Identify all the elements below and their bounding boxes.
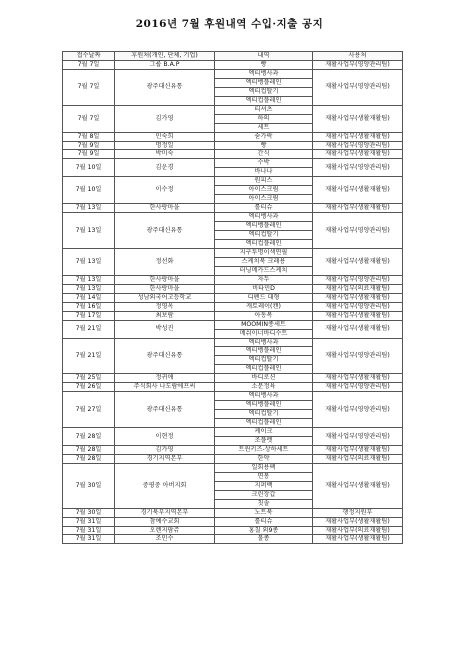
- cell-item: 간식: [215, 150, 313, 159]
- cell-item: 엑티컵플레인: [215, 96, 313, 105]
- cell-item: 케이크: [215, 428, 313, 437]
- table-row: [63, 69, 403, 78]
- cell-use: 재활사업부(영양관리팀): [313, 428, 403, 446]
- cell-donor: 중평중 아버지회: [115, 463, 215, 508]
- cell-use: 재활사업부(생활재활팀): [313, 445, 403, 454]
- table-row: [63, 311, 403, 320]
- column-header-use: 사용처: [313, 52, 403, 61]
- cell-item: 조플렛: [215, 436, 313, 445]
- cell-item: 디펜드 대형: [215, 293, 313, 302]
- cell-use: 재활사업부(생활재활팀): [313, 374, 403, 383]
- column-header-donor: 후원처(개인, 단체, 기업): [115, 52, 215, 61]
- cell-item: 엑티컵플레인: [215, 365, 313, 374]
- cell-item: 엑티벵플레인: [215, 401, 313, 410]
- cell-item: 메쉬이너바디수트: [215, 329, 313, 338]
- cell-item: 하의: [215, 114, 313, 123]
- donation-table: [62, 51, 403, 544]
- cell-donor: 민숙희: [115, 132, 215, 141]
- cell-item: 엑티컵딸기: [215, 231, 313, 240]
- table-body: [63, 60, 403, 543]
- cell-donor: 한사랑마을: [115, 275, 215, 284]
- cell-item: 엑티벵사과: [215, 392, 313, 401]
- cell-use: 재활사업부(생활재활팀): [313, 132, 403, 141]
- cell-use: 재활사업부(생활재활팀): [313, 177, 403, 204]
- cell-item: 소분정육: [215, 383, 313, 392]
- cell-use: 재활사업부(영양관리팀): [313, 392, 403, 428]
- cell-date: 7월 8일: [63, 132, 115, 141]
- cell-item: 엑티컵플레인: [215, 240, 313, 249]
- cell-use: 재활사업부(영양관리팀): [313, 213, 403, 249]
- cell-item: 빵: [215, 141, 313, 150]
- cell-item: 스케치북 크레용: [215, 257, 313, 266]
- cell-item: 엑티벵플레인: [215, 78, 313, 87]
- cell-date: 7월 31일: [63, 535, 115, 544]
- cell-donor: 주식회사 나도람에프씨: [115, 383, 215, 392]
- cell-use: 재활사업부(생활재활팀): [313, 463, 403, 508]
- cell-item: 물종: [215, 535, 313, 544]
- cell-item: 지퍼백: [215, 481, 313, 490]
- cell-item: 일회용팩: [215, 463, 313, 472]
- table-row: [63, 392, 403, 401]
- cell-date: 7월 13일: [63, 284, 115, 293]
- cell-item: 홍칠 외9종: [215, 526, 313, 535]
- cell-donor: 그룹 B.A.P: [115, 60, 215, 69]
- cell-item: 캐토레이(캔): [215, 302, 313, 311]
- cell-use: 재활사업부(의료재활팀): [313, 526, 403, 535]
- cell-donor: 경기지역본부: [115, 454, 215, 463]
- table-row: [63, 320, 403, 329]
- cell-donor: 조민수: [115, 535, 215, 544]
- cell-item: 비타민D: [215, 284, 313, 293]
- cell-date: 7월 10일: [63, 177, 115, 204]
- cell-item: 티셔츠: [215, 105, 313, 114]
- cell-use: 재활사업부(영양관리팀): [313, 383, 403, 392]
- table-row: [63, 132, 403, 141]
- cell-date: 7월 21일: [63, 320, 115, 338]
- table-row: [63, 284, 403, 293]
- cell-donor: 참예수교회: [115, 517, 215, 526]
- cell-use: 재활사업부(생활재활팀): [313, 150, 403, 159]
- cell-date: 7월 30일: [63, 463, 115, 508]
- cell-item: 엑티컵딸기: [215, 410, 313, 419]
- cell-item: 롤티슈: [215, 204, 313, 213]
- cell-item: 엑티벵사과: [215, 338, 313, 347]
- cell-date: 7월 13일: [63, 248, 115, 275]
- cell-item: 칫솔: [215, 499, 313, 508]
- table-row: [63, 338, 403, 347]
- table-row: [63, 204, 403, 213]
- cell-item: 바나나: [215, 168, 313, 177]
- cell-donor: 박미숙: [115, 150, 215, 159]
- cell-item: 노트북: [215, 508, 313, 517]
- cell-use: 재활사업부(영양관리팀): [313, 69, 403, 105]
- cell-use: 재활사업부(생활재활팀): [313, 311, 403, 320]
- table-row: [63, 177, 403, 186]
- cell-date: 7월 31일: [63, 526, 115, 535]
- table-row: [63, 428, 403, 437]
- page-title: 2016년 7월 후원내역 수입·지출 공지: [135, 18, 324, 30]
- cell-date: 7월 28일: [63, 454, 115, 463]
- cell-date: 7월 13일: [63, 204, 115, 213]
- cell-use: 재활사업부(영양관리팀): [313, 338, 403, 374]
- cell-use: 재활사업부(생활재활팀): [313, 517, 403, 526]
- cell-donor: 오렌지팜쥬: [115, 526, 215, 535]
- cell-use: 재활사업부(영양관리팀): [313, 159, 403, 177]
- cell-date: 7월 13일: [63, 213, 115, 249]
- cell-donor: 정영옥: [115, 302, 215, 311]
- table-row: [63, 150, 403, 159]
- cell-use: 재활사업부(영양관리팀): [313, 302, 403, 311]
- cell-item: 엑티벵플레인: [215, 347, 313, 356]
- cell-item: 세트: [215, 123, 313, 132]
- table-row: [63, 248, 403, 257]
- cell-use: 행정지원부: [313, 508, 403, 517]
- cell-date: 7월 27일: [63, 392, 115, 428]
- table-row: [63, 213, 403, 222]
- cell-item: 아동복: [215, 311, 313, 320]
- cell-date: 7월 28일: [63, 445, 115, 454]
- cell-item: 엑티벵사과: [215, 213, 313, 222]
- cell-use: 재활사업부(생활재활팀): [313, 204, 403, 213]
- table-row: [63, 159, 403, 168]
- cell-item: MOOMIN종세트: [215, 320, 313, 329]
- column-header-date: 접수날짜: [63, 52, 115, 61]
- cell-date: 7월 30일: [63, 508, 115, 517]
- table-row: [63, 302, 403, 311]
- cell-donor: 광주대신유통: [115, 69, 215, 105]
- cell-item: 터닝메카드스케치: [215, 266, 313, 275]
- cell-use: 재활사업부(생활재활팀): [313, 105, 403, 132]
- cell-donor: 정귀애: [115, 374, 215, 383]
- cell-item: 트윈키즈-상하세트: [215, 445, 313, 454]
- cell-item: 지구투명이색연필: [215, 248, 313, 257]
- cell-item: 빵: [215, 60, 313, 69]
- cell-use: 재활사업부(의료재활팀): [313, 454, 403, 463]
- cell-donor: 광주대신유통: [115, 338, 215, 374]
- cell-item: 엑티컵딸기: [215, 356, 313, 365]
- cell-item: 엑티컵딸기: [215, 87, 313, 96]
- cell-item: 숟가락: [215, 132, 313, 141]
- cell-item: 바디로션: [215, 374, 313, 383]
- table-row: [63, 275, 403, 284]
- cell-date: 7월 7일: [63, 69, 115, 105]
- cell-donor: 성남외국어고등학교: [115, 293, 215, 302]
- cell-date: 7월 9일: [63, 150, 115, 159]
- cell-date: 7월 10일: [63, 159, 115, 177]
- cell-date: 7월 21일: [63, 338, 115, 374]
- table-row: [63, 105, 403, 114]
- cell-date: 7월 28일: [63, 428, 115, 446]
- table-row: [63, 293, 403, 302]
- table-row: [63, 60, 403, 69]
- cell-date: 7월 26일: [63, 383, 115, 392]
- cell-date: 7월 17일: [63, 311, 115, 320]
- cell-item: 크린장갑: [215, 490, 313, 499]
- cell-item: 엑티벵플레인: [215, 222, 313, 231]
- cell-date: 7월 7일: [63, 60, 115, 69]
- cell-date: 7월 9일: [63, 141, 115, 150]
- cell-date: 7월 16일: [63, 302, 115, 311]
- cell-donor: 최보람: [115, 311, 215, 320]
- cell-donor: 이현정: [115, 428, 215, 446]
- cell-use: 재활사업부(영양관리팀): [313, 275, 403, 284]
- cell-item: 수박: [215, 159, 313, 168]
- cell-donor: 김가영: [115, 105, 215, 132]
- table-row: [63, 445, 403, 454]
- cell-donor: 이수정: [115, 177, 215, 204]
- table-row: [63, 141, 403, 150]
- cell-use: 재활사업부(생활재활팀): [313, 320, 403, 338]
- cell-donor: 박성진: [115, 320, 215, 338]
- cell-donor: 경기북부지역본부: [115, 508, 215, 517]
- cell-use: 재활사업부(영양관리팀): [313, 60, 403, 69]
- cell-use: 재활사업부(생활재활팀): [313, 248, 403, 275]
- cell-date: 7월 7일: [63, 105, 115, 132]
- cell-donor: 한사랑마을: [115, 284, 215, 293]
- cell-item: 롤티슈: [215, 517, 313, 526]
- cell-item: 면봉: [215, 472, 313, 481]
- cell-item: 엑티컵플레인: [215, 419, 313, 428]
- table-row: [63, 454, 403, 463]
- cell-donor: 정선화: [115, 248, 215, 275]
- table-row: [63, 526, 403, 535]
- table-header-row: [63, 52, 403, 61]
- cell-item: 한약: [215, 454, 313, 463]
- cell-date: 7월 14일: [63, 293, 115, 302]
- table-row: [63, 517, 403, 526]
- cell-date: 7월 25일: [63, 374, 115, 383]
- table-row: [63, 374, 403, 383]
- table-row: [63, 535, 403, 544]
- cell-item: 엑티벵사과: [215, 69, 313, 78]
- cell-donor: 광주대신유통: [115, 213, 215, 249]
- cell-item: 아이스크림: [215, 186, 313, 195]
- cell-item: 자두: [215, 275, 313, 284]
- cell-donor: 김운경: [115, 159, 215, 177]
- cell-use: 재활사업부(영양관리팀): [313, 141, 403, 150]
- table-row: [63, 383, 403, 392]
- cell-item: 원피스: [215, 177, 313, 186]
- cell-date: 7월 31일: [63, 517, 115, 526]
- cell-donor: 김가영: [115, 445, 215, 454]
- column-header-item: 내역: [215, 52, 313, 61]
- cell-donor: 한사랑마을: [115, 204, 215, 213]
- table-row: [63, 508, 403, 517]
- cell-donor: 광주대신유통: [115, 392, 215, 428]
- cell-use: 재활사업부(생활재활팀): [313, 535, 403, 544]
- cell-item: 아이스크림: [215, 195, 313, 204]
- table-row: [63, 463, 403, 472]
- cell-use: 재활사업부(의료재활팀): [313, 284, 403, 293]
- cell-date: 7월 13일: [63, 275, 115, 284]
- cell-use: 재활사업부(생활재활팀): [313, 293, 403, 302]
- cell-donor: 명정일: [115, 141, 215, 150]
